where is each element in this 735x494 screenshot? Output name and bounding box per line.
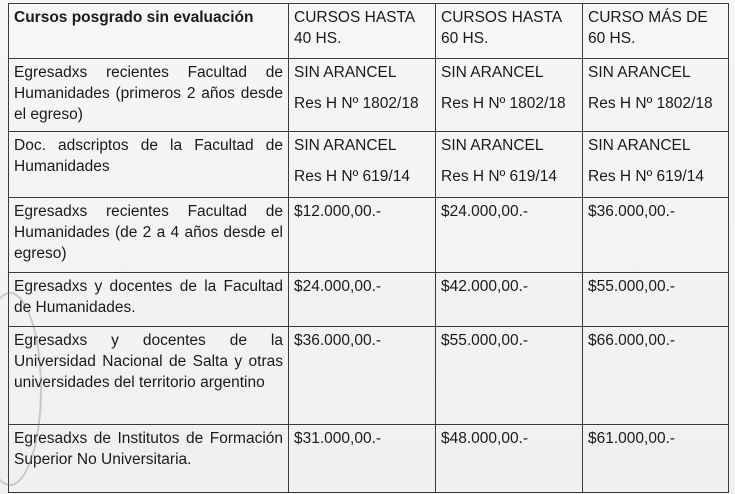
table-row [9, 198, 729, 273]
fee-cell [289, 132, 436, 198]
resolution-ref: Res H Nº 1802/18 [441, 95, 566, 112]
fee-cell: $12.000,00.- [289, 198, 436, 273]
header-up-to-40h: CURSOS HASTA 40 HS. [289, 4, 436, 59]
fee-cell [583, 132, 729, 198]
resolution-ref: Res H Nº 619/14 [294, 168, 410, 185]
fee-cell: $24.000,00.- [436, 198, 583, 273]
fee-cell: $55.000,00.- [436, 327, 583, 425]
table-row [9, 425, 729, 493]
fee-cell: $55.000,00.- [583, 273, 729, 327]
fee-value: SIN ARANCEL [441, 137, 544, 154]
header-course-type: Cursos posgrado sin evaluación [9, 4, 289, 59]
row-label: Egresadxs y docentes de la Universidad Nacional de Salta y otras universidades del territorio argentino [9, 327, 289, 425]
fee-cell [436, 132, 583, 198]
table-header-row [9, 4, 729, 59]
fee-cell [436, 59, 583, 132]
row-label: Egresadxs recientes Facultad de Humanidades (de 2 a 4 años desde el egreso) [9, 198, 289, 273]
fee-cell [583, 59, 729, 132]
fees-table [8, 3, 729, 493]
fee-cell: $36.000,00.- [583, 198, 729, 273]
fee-value: SIN ARANCEL [588, 137, 691, 154]
resolution-ref: Res H Nº 1802/18 [588, 95, 713, 112]
fee-cell: $48.000,00.- [436, 425, 583, 493]
fee-cell: $36.000,00.- [289, 327, 436, 425]
fee-cell [289, 59, 436, 132]
fee-value: SIN ARANCEL [294, 64, 397, 81]
fee-cell: $31.000,00.- [289, 425, 436, 493]
fee-cell: $61.000,00.- [583, 425, 729, 493]
fee-value: SIN ARANCEL [588, 64, 691, 81]
row-label: Egresadxs de Institutos de Formación Superior No Universitaria. [9, 425, 289, 493]
table-row [9, 59, 729, 132]
row-label: Doc. adscriptos de la Facultad de Humanidades [9, 132, 289, 198]
header-over-60h: CURSO MÁS DE 60 HS. [583, 4, 729, 59]
fee-cell: $66.000,00.- [583, 327, 729, 425]
resolution-ref: Res H Nº 619/14 [588, 168, 704, 185]
row-label: Egresadxs recientes Facultad de Humanidades (primeros 2 años desde el egreso) [9, 59, 289, 132]
fee-cell: $42.000,00.- [436, 273, 583, 327]
row-label: Egresadxs y docentes de la Facultad de Humanidades. [9, 273, 289, 327]
fee-value: SIN ARANCEL [294, 137, 397, 154]
fee-value: SIN ARANCEL [441, 64, 544, 81]
table-row [9, 327, 729, 425]
fee-cell: $24.000,00.- [289, 273, 436, 327]
header-up-to-60h: CURSOS HASTA 60 HS. [436, 4, 583, 59]
table-row [9, 132, 729, 198]
table-row [9, 273, 729, 327]
resolution-ref: Res H Nº 1802/18 [294, 95, 419, 112]
resolution-ref: Res H Nº 619/14 [441, 168, 557, 185]
